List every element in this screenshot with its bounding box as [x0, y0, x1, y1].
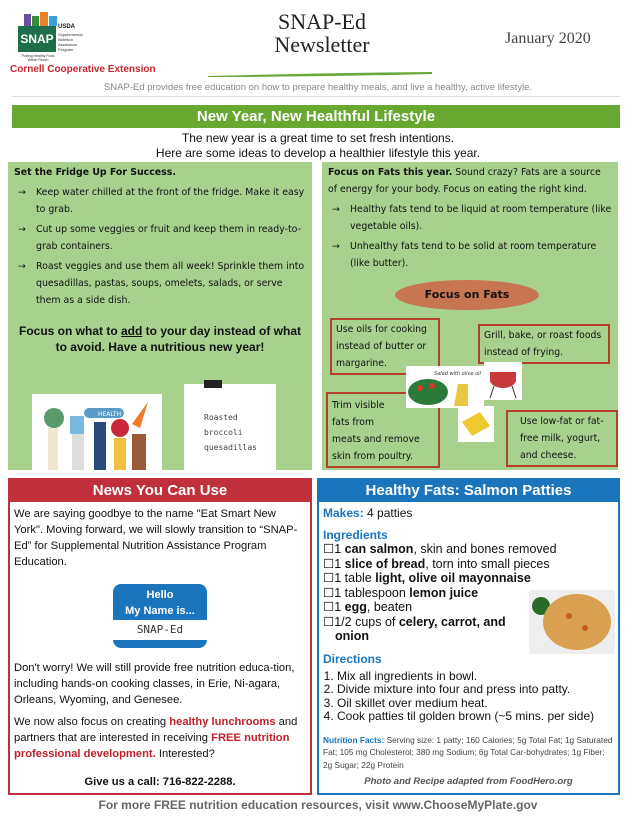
fats-panel [322, 162, 618, 470]
grocery-bags-icon [24, 10, 58, 26]
ingredient-item: ☐1 egg, beaten [323, 600, 413, 614]
list-item: → Healthy fats tend to be liquid at room temperature (like vegetable oils). [328, 201, 612, 235]
hands-holding-food-image [32, 394, 162, 470]
list-item: → Keep water chilled at the front of the fridge. Make it easy to grab. [14, 184, 306, 218]
arrow-icon: → [332, 241, 340, 252]
list-item: → Cut up some veggies or fruit and keep them in ready-to-grab containers. [14, 221, 306, 255]
fridge-heading: Set the Fridge Up For Success. [14, 167, 176, 178]
call-to-action: Give us a call: 716-822-2288. [84, 776, 236, 788]
ingredients-heading: Ingredients [323, 528, 388, 542]
logo-tagline: Putting Healthy Food Within Reach [21, 54, 55, 62]
ingredient-item: ☐1 table light, olive oil mayonnaise [323, 571, 531, 585]
note-text: Roasted broccoli quesadillas [204, 413, 257, 452]
svg-text:Salad with olive oil: Salad with olive oil [434, 371, 481, 377]
checkbox-icon[interactable]: ☐ [323, 585, 335, 600]
logo-usda: USDA [58, 24, 76, 30]
grill-icon [484, 362, 522, 400]
makes: Makes: 4 patties [323, 506, 413, 520]
news-title: News You Can Use [10, 480, 310, 502]
name-tag-image: Hello My Name is... SNAP-Ed [113, 584, 207, 648]
news-paragraph: We now also focus on creating healthy lunchrooms and partners that are interested in receiving FREE nutrition professional development. Interested? [14, 716, 298, 760]
checkbox-icon[interactable]: ☐ [323, 542, 335, 556]
direction-step: 4. Cook patties til golden brown (~5 mins. per side) [337, 710, 614, 724]
checkbox-icon[interactable]: ☐ [323, 614, 335, 629]
arrow-icon: → [18, 261, 26, 272]
directions-heading: Directions [323, 651, 382, 666]
arrow-icon: → [18, 187, 26, 198]
arrow-icon: → [332, 204, 340, 215]
logo-snap-text: SNAP [18, 26, 56, 52]
binder-clip-icon [204, 380, 222, 388]
logo-program: Supplemental Nutrition Assistance Program [58, 32, 83, 52]
news-paragraph: Don't worry! We will still provide free nutrition educa-tion, including hands-on cooking classes, in Erie, Ni-agara, Orleans, Wyoming, and Genesee. [14, 662, 295, 706]
footer-text: For more FREE nutrition education resources, visit www.ChooseMyPlate.gov [98, 798, 538, 812]
nutrition-facts: Nutrition Facts: Serving size: 1 patty; 160 Calories; 5g Total Fat; 1g Saturated Fat; 105 mg Cholesterol; 380 mg Sodium; 6g Total Car-bohydrates; 1g Fiber; 2g Sugar; 22g Protein [323, 734, 613, 770]
checkbox-icon[interactable]: ☐ [323, 556, 335, 571]
recipe-credit: Photo and Recipe adapted from FoodHero.org [364, 776, 573, 787]
direction-step: 2. Divide mixture into four and press into patty. [337, 683, 614, 697]
news-section [8, 478, 312, 795]
sticky-note-image [184, 384, 276, 470]
checkbox-icon[interactable]: ☐ [323, 571, 335, 585]
focus-message: Focus on what to add to your day instead of what to avoid. Have a nutritious new year! [18, 324, 302, 354]
tip-box: Use low-fat or fat-free milk, yogurt, and cheese. [506, 410, 618, 467]
salad-olive-oil-image [406, 366, 484, 408]
recipe-title: Healthy Fats: Salmon Patties [319, 480, 618, 502]
arrow-icon: → [18, 224, 26, 235]
svg-text:HEALTH: HEALTH [98, 411, 122, 418]
ingredient-item: ☐1 can salmon, skin and bones removed [323, 542, 557, 556]
ingredient-item: ☐1 tablespoon lemon juice [323, 585, 479, 600]
salmon-patty-photo [529, 590, 615, 654]
directions-list [323, 670, 614, 724]
fridge-tips-panel [8, 162, 312, 470]
divider [12, 96, 620, 97]
recipe-section [317, 478, 620, 795]
checkbox-icon[interactable]: ☐ [323, 600, 335, 614]
list-item: → Unhealthy fats tend to be solid at room temperature (like butter). [328, 238, 612, 272]
newsletter-title: SNAP-Ed Newsletter [274, 9, 370, 57]
brush-stroke-divider [208, 72, 432, 77]
list-item: → Roast veggies and use them all week! Sprinkle them into quesadillas, pastas, soups, omelets, salads, or serve them as a side dish. [14, 258, 306, 309]
issue-date: January 2020 [505, 30, 591, 47]
ingredient-item: ☐1 slice of bread, torn into small pieces [323, 556, 550, 571]
intro-text: The new year is a great time to set fresh intentions. Here are some ideas to develop a healthier lifestyle this year. [155, 131, 481, 160]
org-name: Cornell Cooperative Extension [10, 64, 156, 75]
tagline: SNAP-Ed provides free education on how to prepare healthy meals, and live a healthy, active lifestyle. [103, 82, 533, 93]
fats-intro: Focus on Fats this year. Sound crazy? Fats are a source of energy for your body. Focus on eating the right kind. [328, 167, 601, 195]
snap-logo [18, 8, 88, 66]
direction-step: 1. Mix all ingredients in bowl. [337, 670, 614, 684]
news-paragraph: We are saying goodbye to the name "Eat Smart New York". Moving forward, we will slowly transition to “SNAP-Ed” for Supplemental Nutrition Assistance Program Education. [14, 508, 298, 568]
cheese-icon [458, 406, 494, 442]
tip-box: Grill, bake, or roast foods instead of frying. [478, 324, 610, 364]
section-banner: New Year, New Healthful Lifestyle [12, 105, 620, 128]
tip-box: Trim visible fats from meats and remove skin from poultry. [326, 392, 440, 468]
direction-step: 3. Oil skillet over medium heat. [337, 697, 614, 711]
focus-on-fats-label: Focus on Fats [395, 280, 539, 310]
ingredient-item: ☐1/2 cups of celery, carrot, and onion [323, 614, 506, 643]
tip-box: Use oils for cooking instead of butter or margarine. [330, 318, 440, 375]
